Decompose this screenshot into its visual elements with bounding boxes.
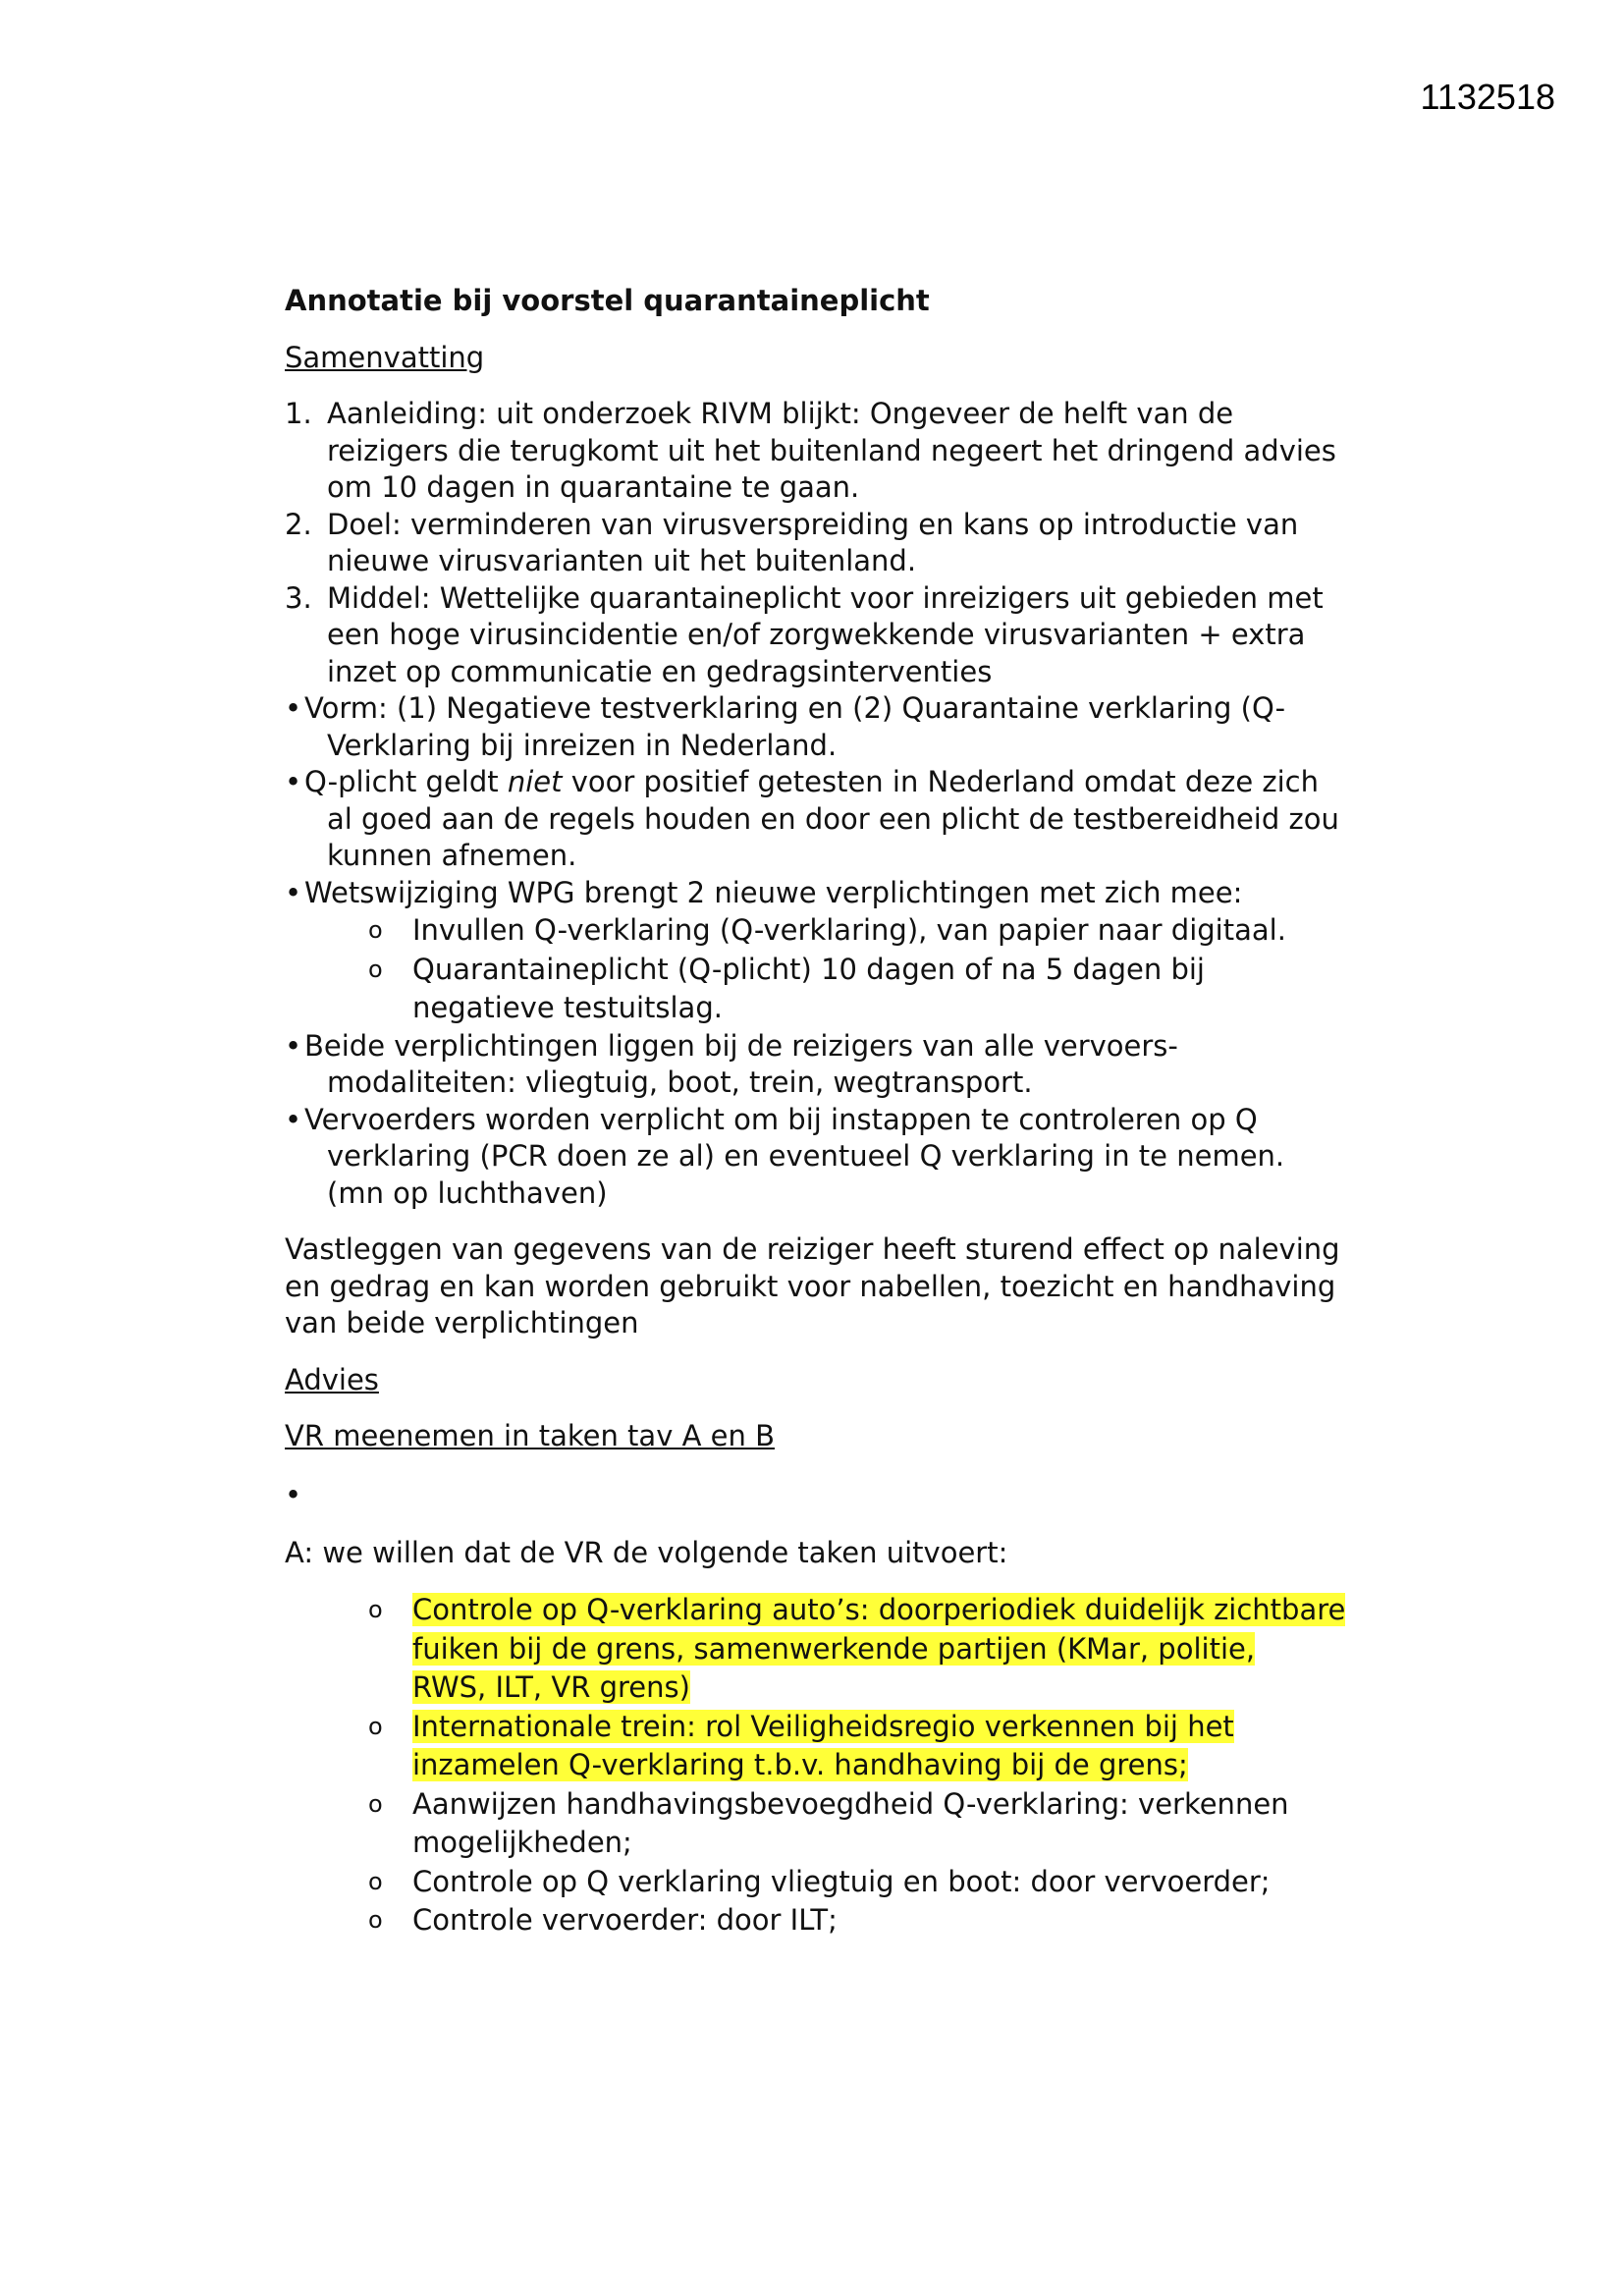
item-number: 3. bbox=[285, 580, 312, 615]
item-line: reizigers die terugkomt uit het buitenland negeert het dringend advies bbox=[327, 433, 1336, 467]
paragraph-vastleggen: Vastleggen van gegevens van de reiziger heeft sturend effect op naleving en gedrag en kan worden gebruikt voor nabellen, toezicht en handhaving van beide verplichtingen bbox=[285, 1232, 1340, 1339]
bullet-dot-icon: • bbox=[285, 875, 302, 909]
bullet-dot-icon: • bbox=[285, 1477, 302, 1511]
circle-bullet-icon: o bbox=[368, 1596, 383, 1623]
bullet-vorm: • Vorm: (1) Negatieve testverklaring en (2) Quarantaine verklaring (Q- Verklaring bij inreizen in Nederland. bbox=[285, 691, 1286, 762]
empty-bullet bbox=[285, 1477, 1384, 1513]
bullet-wpg: • Wetswijziging WPG brengt 2 nieuwe verplichtingen met zich mee: bbox=[285, 875, 1384, 912]
sub-item-line: Internationale trein: rol Veiligheidsregio verkennen bij het bbox=[412, 1709, 1234, 1743]
bullet-vervoerders: • Vervoerders worden verplicht om bij instappen te controleren op Q verklaring (PCR doen ze al) en eventueel Q verklaring in te nemen. (mn op luchthaven) bbox=[285, 1102, 1285, 1210]
circle-bullet-icon: o bbox=[368, 1789, 383, 1818]
numbered-item bbox=[285, 396, 1384, 507]
numbered-item bbox=[285, 507, 1384, 580]
sub-item-line: Controle op Q-verklaring auto’s: doorperiodiek duidelijk zichtbare bbox=[412, 1593, 1346, 1626]
sub-item-line: inzamelen Q-verklaring t.b.v. handhaving bij de grens; bbox=[412, 1748, 1188, 1781]
sub-item-line: fuiken bij de grens, samenwerkende partijen (KMar, politie, bbox=[412, 1631, 1256, 1666]
item-line: Aanleiding: uit onderzoek RIVM blijkt: Ongeveer de helft van de bbox=[327, 397, 1234, 430]
numbered-item bbox=[285, 580, 1384, 691]
task-item bbox=[285, 1785, 1384, 1863]
advies-heading: Advies bbox=[285, 1362, 379, 1396]
sub-item-line: Controle vervoerder: door ILT; bbox=[412, 1903, 838, 1937]
bullet-dot-icon: • bbox=[285, 765, 302, 798]
sub-item-line: RWS, ILT, VR grens) bbox=[412, 1670, 690, 1704]
sub-item-line: mogelijkheden; bbox=[412, 1826, 632, 1859]
sub-item bbox=[285, 911, 1384, 951]
vr-heading: VR meenemen in taken tav A en B bbox=[285, 1419, 775, 1452]
task-item bbox=[285, 1901, 1384, 1941]
document-number: 1132518 bbox=[1420, 77, 1555, 117]
item-line: nieuwe virusvarianten uit het buitenland. bbox=[327, 544, 917, 577]
task-item bbox=[285, 1863, 1384, 1902]
item-line: Doel: verminderen van virusverspreiding en kans op introductie van bbox=[327, 507, 1299, 541]
bullet-qplicht: • Q-plicht geldt niet voor positief getesten in Nederland omdat deze zich al goed aan de regels houden en door een plicht de testbereidheid zou kunnen afnemen. bbox=[285, 765, 1339, 872]
item-number: 2. bbox=[285, 507, 312, 541]
item-line: Middel: Wettelijke quarantaineplicht voor inreizigers uit gebieden met bbox=[327, 580, 1324, 615]
sub-item-line: Invullen Q-verklaring (Q-verklaring), van papier naar digitaal. bbox=[412, 913, 1286, 947]
bullet-beide: • Beide verplichtingen liggen bij de reizigers van alle vervoers- modaliteiten: vliegtuig, boot, trein, wegtransport. bbox=[285, 1028, 1178, 1099]
item-line: een hoge virusincidentie en/of zorgwekkende virusvarianten + extra bbox=[327, 618, 1306, 651]
bullet-dot-icon: • bbox=[285, 1028, 302, 1063]
circle-bullet-icon: o bbox=[368, 916, 383, 944]
bullet-dot-icon: • bbox=[285, 691, 302, 725]
item-line: inzet op communicatie en gedragsinterventies bbox=[327, 654, 993, 688]
task-item bbox=[285, 1708, 1384, 1785]
circle-bullet-icon: o bbox=[368, 1867, 383, 1895]
sub-item-line: negatieve testuitslag. bbox=[412, 991, 723, 1024]
summary-heading: Samenvatting bbox=[285, 340, 485, 374]
sub-item bbox=[285, 951, 1384, 1028]
a-intro: A: we willen dat de VR de volgende taken uitvoert: bbox=[285, 1535, 1008, 1569]
bullet-dot-icon: • bbox=[285, 1102, 302, 1136]
item-line: om 10 dagen in quarantaine te gaan. bbox=[327, 470, 860, 504]
circle-bullet-icon: o bbox=[368, 955, 383, 983]
task-list bbox=[285, 1591, 1384, 1941]
sub-item-line: Quarantaineplicht (Q-plicht) 10 dagen of na 5 dagen bij bbox=[412, 952, 1205, 986]
circle-bullet-icon: o bbox=[368, 1712, 383, 1740]
sub-item-line: Aanwijzen handhavingsbevoegdheid Q-verklaring: verkennen bbox=[412, 1786, 1289, 1821]
document-title: Annotatie bij voorstel quarantaineplicht bbox=[285, 284, 930, 317]
wpg-sublist bbox=[285, 911, 1384, 1028]
item-number: 1. bbox=[285, 397, 312, 430]
sub-item-line: Controle op Q verklaring vliegtuig en boot: door vervoerder; bbox=[412, 1864, 1271, 1898]
document-body bbox=[285, 283, 1384, 1941]
circle-bullet-icon: o bbox=[368, 1906, 383, 1934]
task-item bbox=[285, 1591, 1384, 1708]
numbered-list bbox=[285, 396, 1384, 690]
